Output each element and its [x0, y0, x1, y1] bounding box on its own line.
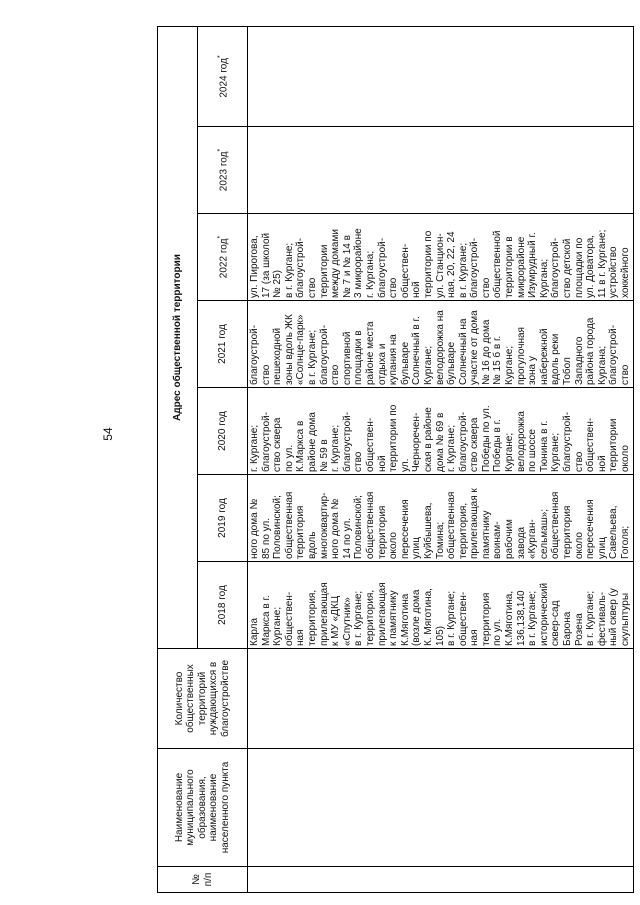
cell-2020: г. Кургане; благоустрой- ство сквера по ул. К.Маркса в районе дома № 59 в г. Кургане; благоустрой- ство обществен- ной территории по ул. Черноречен- ская в районе дома № 69 в г. Кургане; благоустрой- ство сквера Победы по ул. Победы в г. Кургане; велодорожка по шоссе Тюнина в г. Кургане; благоустрой- ство обществен- ной территории около [248, 388, 634, 475]
page-number: 54 [101, 427, 115, 441]
header-year-2019: 2019 год [198, 475, 248, 562]
header-count: Количество общественных территорий нуждающихся в благоустройстве [158, 649, 248, 749]
header-year-2022: 2022 год* [198, 214, 248, 301]
header-year-2021: 2021 год [198, 301, 248, 388]
cell-2022: ул. Пирогова, 17 (за школой № 25) в г. Кургане; благоустрой- ство территории между домами № 7 и № 14 в 3 микрорайоне г. Кургана; благоустрой- ство обществен- ной территории по ул. Станцион- ная, 20, 22, 24 в г. Кургане; благоустрой- ство общественной территории в микрорайоне Изумрудный г. Кургана; благоустрой- ство детской площадки по ул. Доватора, 11 в г. Кургане; устройство хоккейного [248, 214, 634, 301]
cell-2023 [248, 127, 634, 214]
cell-2021: благоустрой- ство пешеходной зоны вдоль ЖК «Солнце-парк» в г. Кургане; благоустрой- ство спортивной площадки в районе места отдыха и купания на бульваре Солнечный в г. Кургане; велодорожка на бульваре Солнечный на участке от дома № 16 до дома № 15 б в г. Кургане; прогулочная зона у набережной вдоль реки Тобол Западного района города Кургана; благоустрой- ство [248, 301, 634, 388]
header-year-2020: 2020 год [198, 388, 248, 475]
cell-count [248, 649, 634, 749]
header-year-2018: 2018 год [198, 562, 248, 649]
territory-table [157, 26, 634, 893]
territory-table-rotated [157, 37, 631, 893]
header-address-group: Адрес общественной территории [158, 26, 198, 648]
cell-2019: ного дома № 85 по ул. Половинской; общественная территория вдоль многоквартир- ного дома № 14 по ул. Половинской; общественная территория около пересечения улиц Куйбышева, Томина; общественная территория, прилегающая к памятнику воинам- рабочим завода «Курган- сельмаш»; общественная территория около пересечения улиц Савельева, Гоголя; [248, 475, 634, 562]
footnote-mark: * [217, 55, 225, 59]
cell-municipality [248, 749, 634, 867]
footnote-mark: * [217, 148, 225, 152]
footnote-mark: * [217, 235, 225, 239]
header-municipality: Наименование муниципального образования, наименование населенного пункта [158, 749, 248, 867]
header-number: № п/п [158, 867, 248, 893]
cell-2024 [248, 26, 634, 126]
cell-2018: Карла Маркса в г. Кургане; обществен- ная территория, прилегающая к МУ «ДКЦ «Спутник» в г. Кургане; территория, прилегающая к памятнику К.Мяготина (возле дома К. Мяготина, 105) в г. Кургане; обществен- ная территория по ул. К.Мяготина, 136,138,140 в г. Кургане; исторический сквер-сад Барона Розена в г. Кургане; фестиваль- ный сквер (у скульптуры [248, 562, 634, 649]
cell-number [248, 867, 634, 893]
header-year-2023: 2023 год* [198, 127, 248, 214]
header-year-2024: 2024 год* [198, 26, 248, 126]
